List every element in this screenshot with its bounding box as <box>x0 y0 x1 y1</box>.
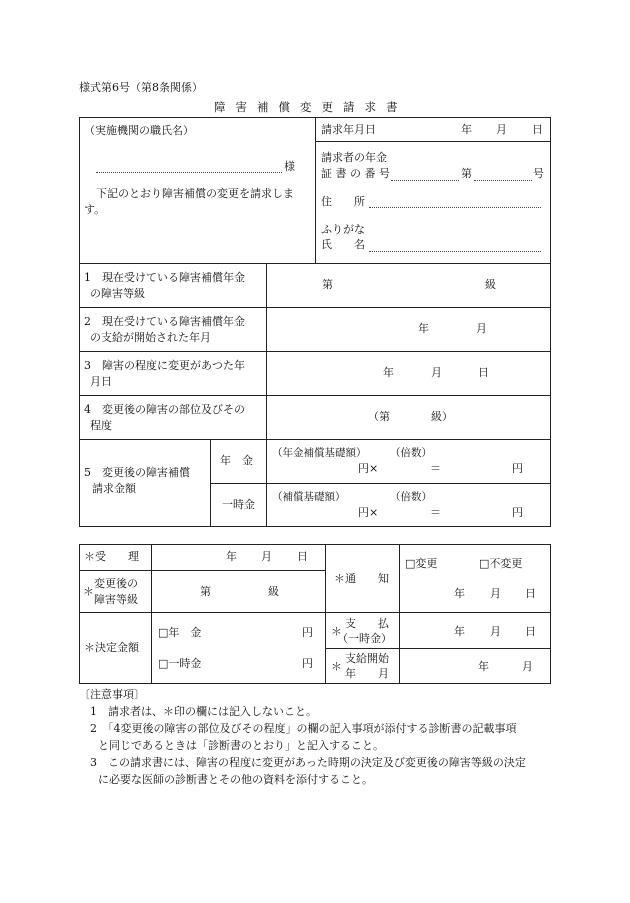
institution-name-line[interactable] <box>96 172 282 173</box>
lump-yen-times: 円× <box>358 506 379 519</box>
request-date-label: 請求年月日 <box>321 123 376 136</box>
month-label: 月 <box>496 123 507 136</box>
address-label: 住 所 <box>321 195 365 208</box>
row4-label-2: 程度 <box>90 419 112 432</box>
lump-yen: 円 <box>512 506 523 519</box>
payment-asterisk: ＊ <box>331 625 342 638</box>
row1-label-2: の障害等級 <box>90 287 145 300</box>
form-title: 障害補償変更請求書 <box>214 100 408 114</box>
receipt-year: 年 <box>226 550 237 563</box>
payment-label-2: （一時金） <box>337 632 392 645</box>
row4-label: 4 変更後の障害の部位及びその <box>84 403 245 416</box>
address-line[interactable] <box>369 207 541 208</box>
furigana-label: ふりがな <box>321 223 365 236</box>
decided-lump-yen: 円 <box>302 657 313 670</box>
notice-day: 日 <box>525 587 536 600</box>
row5-label-2: 請求金額 <box>92 482 136 495</box>
cert-number-line-a[interactable] <box>391 180 459 181</box>
row5-lump-label: 一時金 <box>222 498 255 511</box>
row1-label: 1 現在受けている障害補償年金 <box>84 271 245 284</box>
pension-multiplier-label: （倍数） <box>390 447 432 459</box>
row5-pension-label: 年 金 <box>220 454 253 467</box>
note-2-cont: と同じであるときは「診断書のとおり」と記入すること。 <box>98 739 384 752</box>
row4-close: 級） <box>431 410 453 423</box>
row3-month: 月 <box>431 366 442 379</box>
row3-label-2: 月日 <box>90 375 112 388</box>
pension-cert-label: 請求者の年金 <box>321 151 387 164</box>
office-dai: 第 <box>200 585 211 598</box>
decided-amount-label: ＊決定金額 <box>84 641 139 654</box>
cert-gou: 号 <box>533 167 544 180</box>
row2-year: 年 <box>418 322 429 335</box>
name-label: 氏 名 <box>321 238 365 251</box>
receipt-day: 日 <box>297 550 308 563</box>
day-label: 日 <box>532 123 543 136</box>
institution-label: （実施機関の職氏名） <box>84 124 194 137</box>
row1-dai: 第 <box>322 278 333 291</box>
form-number: 様式第6号（第8条関係） <box>79 81 203 94</box>
changed-grade-label-2: 障害等級 <box>94 593 138 606</box>
start-year: 年 <box>478 660 489 673</box>
notice-year: 年 <box>454 587 465 600</box>
row2-month: 月 <box>476 322 487 335</box>
row3-year: 年 <box>383 366 394 379</box>
year-label: 年 <box>461 123 472 136</box>
note-2: 2 「4変更後の障害の部位及びその程度」の欄の記入事項が添付する診断書の記載事項 <box>90 722 517 735</box>
pension-basis-label: （年金補償基礎額） <box>272 447 367 459</box>
receipt-label: ＊受 理 <box>84 550 139 563</box>
no-change-checkbox[interactable]: □不変更 <box>479 557 523 570</box>
changed-grade-label: 変更後の <box>94 577 138 590</box>
payment-month: 月 <box>490 625 501 638</box>
notice-month: 月 <box>490 587 501 600</box>
office-kyu: 級 <box>268 585 279 598</box>
name-line[interactable] <box>369 251 541 252</box>
lump-basis-label: （補償基礎額） <box>272 491 346 503</box>
pension-cert-number-label: 証 書 の 番 号 <box>321 167 390 180</box>
request-text-end: す。 <box>84 203 106 216</box>
start-month: 月 <box>522 660 533 673</box>
notes-heading: 〔注意事項〕 <box>79 688 145 701</box>
note-3: 3 この請求書には、障害の程度に変更があった時期の決定及び変更後の障害等級の決定 <box>90 756 526 769</box>
lump-equals: ＝ <box>430 506 441 519</box>
start-asterisk: ＊ <box>331 660 342 673</box>
row2-label-2: の支給が開始された年月 <box>90 331 211 344</box>
payment-year: 年 <box>454 625 465 638</box>
payment-label: 支 払 <box>345 617 389 630</box>
grade-asterisk: ＊ <box>83 585 94 598</box>
decided-lump-checkbox[interactable]: □一時金 <box>158 657 202 670</box>
row2-label: 2 現在受けている障害補償年金 <box>84 315 245 328</box>
change-checkbox[interactable]: □変更 <box>405 557 438 570</box>
decided-pension-yen: 円 <box>302 626 313 639</box>
start-label-2: 年 月 <box>345 667 389 680</box>
pension-equals: ＝ <box>430 462 441 475</box>
lump-multiplier-label: （倍数） <box>390 491 432 503</box>
payment-day: 日 <box>525 625 536 638</box>
request-text: 下記のとおり障害補償の変更を請求しま <box>96 187 294 200</box>
row3-day: 日 <box>478 366 489 379</box>
decided-pension-checkbox[interactable]: □年 金 <box>158 626 202 639</box>
row3-label: 3 障害の程度に変更があつた年 <box>84 359 245 372</box>
pension-yen: 円 <box>512 462 523 475</box>
honorific: 様 <box>284 160 295 173</box>
row1-kyu: 級 <box>485 278 496 291</box>
note-3-cont: に必要な医師の診断書とその他の資料を添付すること。 <box>98 773 373 786</box>
note-1: 1 請求者は、＊印の欄には記入しないこと。 <box>90 705 317 718</box>
cert-dai: 第 <box>461 167 472 180</box>
receipt-month: 月 <box>261 550 272 563</box>
notice-label: ＊通 知 <box>334 572 389 585</box>
row4-open: （第 <box>368 410 390 423</box>
pension-yen-times: 円× <box>358 462 379 475</box>
row5-label: 5 変更後の障害補償 <box>84 466 190 479</box>
start-label: 支給開始 <box>345 652 389 665</box>
cert-number-line-b[interactable] <box>474 180 532 181</box>
